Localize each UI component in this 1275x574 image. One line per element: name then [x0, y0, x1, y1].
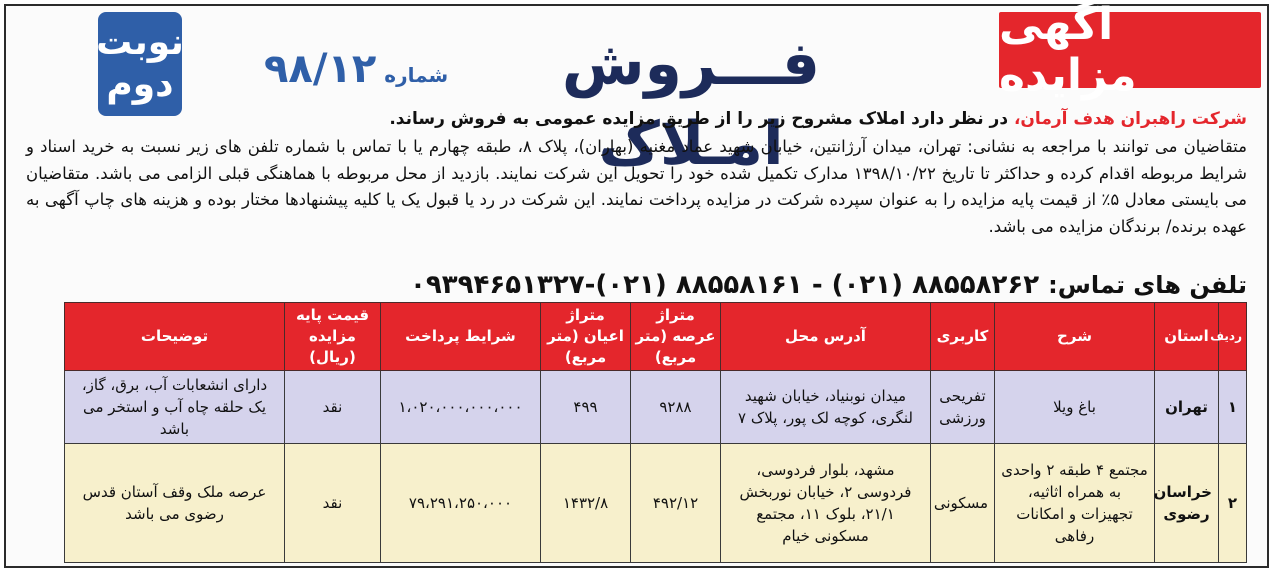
cell-payment: نقد	[285, 444, 381, 563]
cell-base-price: ۱،۰۲۰،۰۰۰،۰۰۰،۰۰۰	[381, 371, 541, 444]
company-name: شرکت راهبران هدف آرمان،	[1013, 109, 1247, 129]
cell-description: مجتمع ۴ طبقه ۲ واحدی به همراه اثاثیه، تجهیزات و امکانات رفاهی	[995, 444, 1155, 563]
col-address: آدرس محل	[721, 303, 931, 371]
cell-description: باغ ویلا	[995, 371, 1155, 444]
cell-province: تهران	[1155, 371, 1219, 444]
turn-line2: دوم	[106, 64, 174, 105]
cell-land-area: ۴۹۲/۱۲	[631, 444, 721, 563]
issue-label: شماره	[384, 63, 449, 87]
cell-payment: نقد	[285, 371, 381, 444]
cell-notes: دارای انشعابات آب، برق، گاز، یک حلقه چاه آب و استخر می باشد	[65, 371, 285, 444]
cell-address: میدان نوبنیاد، خیابان شهید لنگری، کوچه لک پور، پلاک ۷	[721, 371, 931, 444]
turn-line1: نوبت	[96, 22, 184, 63]
intro-sentence: در نظر دارد املاک مشروح زیر را از طریق مزایده عمومی به فروش رساند.	[389, 109, 1014, 129]
cell-usage: تفریحی ورزشی	[931, 371, 995, 444]
col-province: استان	[1155, 303, 1219, 371]
cell-province: خراسان رضوی	[1155, 444, 1219, 563]
col-usage: کاربری	[931, 303, 995, 371]
cell-usage: مسکونی	[931, 444, 995, 563]
table-row	[65, 444, 1247, 563]
cell-building-area: ۴۹۹	[541, 371, 631, 444]
auction-ad-label: آگهی مزایده	[999, 12, 1261, 88]
col-notes: توضیحات	[65, 303, 285, 371]
col-description: شرح	[995, 303, 1155, 371]
cell-row-no: ۲	[1219, 444, 1247, 563]
col-land-area: متراژ عرصه (متر مربع)	[631, 303, 721, 371]
cell-building-area: ۱۴۳۲/۸	[541, 444, 631, 563]
cell-row-no: ۱	[1219, 371, 1247, 444]
col-payment: شرایط پرداخت	[381, 303, 541, 371]
col-row-no: ردیف	[1219, 303, 1247, 371]
table-row	[65, 371, 1247, 444]
contact-label: تلفن های تماس:	[1048, 271, 1247, 299]
page-title: فـــروش امـلاک	[561, 29, 821, 179]
turn-badge	[98, 12, 182, 116]
intro-line	[26, 106, 1247, 132]
col-base-price: قیمت پایه مزایده (ریال)	[285, 303, 381, 371]
cell-base-price: ۷۹،۲۹۱،۲۵۰،۰۰۰	[381, 444, 541, 563]
issue-value: ۹۸/۱۲	[264, 46, 377, 92]
body-paragraph: متقاضیان می توانند با مراجعه به نشانی: تهران، میدان آرژانتین، خیابان شهید عماد مغنیه (بهاران)، پلاک ۸، طبقه چهارم یا با تماس با شماره تلفن های زیر نسبت به خرید اسناد و شرایط مربوطه اقدام کرده و حداکثر تا تاریخ ۱۳۹۸/۱۰/۲۲ مدارک تکمیل شده خود را تحویل این شرکت نمایند. بازدید از محل مربوطه با هماهنگی قبلی الزامی می باشد. متقاضیان می بایستی معادل ۵٪ از قیمت پایه مزایده را به عنوان سپرده شرکت در مزایده پرداخت نمایند. این شرکت در رد یا قبول یک یا کلیه پیشنهادها مختار بوده و هزینه های چاپ آگهی به عهده برنده/ برندگان مزایده می باشد.	[26, 137, 1247, 236]
cell-land-area: ۹۲۸۸	[631, 371, 721, 444]
property-table	[64, 302, 1247, 563]
cell-address: مشهد، بلوار فردوسی، فردوسی ۲، خیابان نوربخش ۲۱/۱، بلوک ۱۱، مجتمع مسکونی خیام	[721, 444, 931, 563]
issue-number	[264, 46, 449, 92]
col-building-area: متراژ اعیان (متر مربع)	[541, 303, 631, 371]
contact-phones	[246, 268, 1247, 302]
table-header-row	[65, 303, 1247, 371]
contact-numbers: ۸۸۵۵۸۲۶۲ (۰۲۱) - ۸۸۵۵۸۱۶۱ (۰۲۱)-۰۹۳۹۴۶۵۱۳۲۷	[410, 270, 1040, 300]
cell-notes: عرصه ملک وقف آستان قدس رضوی می باشد	[65, 444, 285, 563]
